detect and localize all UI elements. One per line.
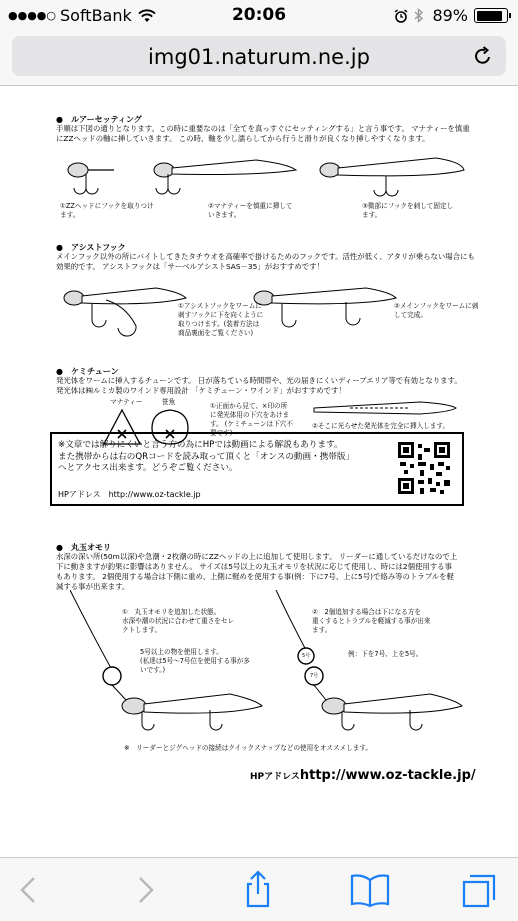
section-title-assist-hook: ● アシストフック [56,243,126,252]
document-page [40,86,480,856]
caption-line: ます。 [60,211,80,219]
caption-line: 5号以上の物を使用します。 [140,648,223,656]
ball-label-lower: 7号 [310,673,319,679]
bookmarks-icon[interactable] [350,870,390,910]
text-line: 発光体は㈱ルミカ製のワインド専用設計 「ケミチューン・ワインド」がおすすめです！ [56,386,346,395]
text-line: 減する事が出来ます。 [56,582,130,591]
browser-toolbar [0,857,518,921]
battery-percent: 89% [432,6,468,25]
status-right [394,6,508,25]
chemi-tune-side-view-illustration [310,396,460,420]
caption-line: ②マナティーを慎重に挿して [208,202,293,210]
caption-step2 [208,202,293,220]
caption-line: ② 2個追加する場合は下になる方を [312,608,422,616]
caption-line: いです。) [140,666,166,674]
caption-line: 刺すフックに下を向くように [178,311,264,319]
section-title-round-sinker: ● 丸玉オモリ [56,543,111,552]
caption-assist2 [394,302,478,320]
caption-line: ①ZZヘッドにフックを取りつけ [60,202,154,210]
label-sasa: 笹魚 [162,398,176,406]
caption-line: ① 丸玉オモリを追加した状態。 [122,608,221,616]
section-text-assist-hook [56,252,475,272]
caption-line: 商品裏面をご覧ください) [178,329,254,337]
tabs-icon[interactable] [458,870,498,910]
section-title-chemi-tune: ● ケミチューン [56,367,119,376]
text-line: メインフック以外の所にバイトしてきたタチウオを高確率で掛けるためのフックです。活性が低く、アタリが乗らない場合にも [56,252,475,261]
caption-example: 例：下を7号、上を5号。 [348,650,423,658]
battery-level [477,11,503,21]
carrier-name: SoftBank [60,6,132,25]
notice-line: へとアクセス出来ます。どうぞご覧ください。 [58,463,238,473]
caption-line: クトします。 [122,626,162,634]
status-bar [0,0,518,30]
caption-line: ②メインフックをワームに刺 [394,302,479,310]
battery-icon [474,8,508,23]
caption-line: 取りつけます。(装着方法は [178,320,260,328]
caption-line: す。 (ケミチューンは下穴不 [210,420,293,428]
address-bar[interactable] [12,36,506,76]
caption-line: いきます。 [208,211,241,219]
caption-sinker1 [122,608,234,635]
section-text-lure-setting [56,124,470,144]
text-line: 手順は下図の通りとなります。この時に重要なのは「全てを真っすぐにセッティングする」と言う事です。 マナティーを慎重 [56,124,470,133]
footer-hp-address [250,768,476,783]
caption-line: して完成。 [394,311,427,319]
text-line: にZZヘッドの軸に挿していきます。 この時、軸を少し濡らしてから行うと滑りが良くなり挿しやすくなります。 [56,134,430,143]
caption-line: ます。 [362,211,382,219]
caption-step3 [362,202,453,220]
lure-setting-illustration [56,148,466,204]
caption-line: 重くするとトラブルを軽減する事が出来 [312,617,431,625]
text-line: 発光体をワームに挿入するチューンです。 日が落ちている時間帯や、光の届きにくいディープエリア等で有効となります。 [56,376,462,385]
caption-line: ③微部にフックを刺して固定し [362,202,454,210]
back-icon[interactable] [10,870,50,910]
caption-line: ①正面から見て、×印の所 [210,402,288,410]
ball-label-upper: 5号 [302,653,311,659]
alarm-icon [394,9,408,23]
notice-hp-address: HPアドレス http://www.oz-tackle.jp [58,490,201,499]
qr-code-icon [396,440,452,496]
section-text-chemi-tune [56,376,462,396]
notice-box [50,432,464,506]
section-text-round-sinker [56,552,457,592]
clock: 20:06 [231,5,287,25]
caption-step1 [60,202,154,220]
caption-line: ます。 [312,626,332,634]
caption-chemi2: ②そこに光らせた発光体を完全に挿入します。 [312,422,450,430]
text-line: もあります。 2個使用する場合は下側に重め、上側に軽めを使用する事(例：下に7号、上に5号)で絡み等のトラブルを軽 [56,572,454,581]
footer-url: http://www.oz-tackle.jp/ [299,768,476,783]
bluetooth-icon [414,8,424,23]
text-line: 水深の深い所(50m以深)や急潮・2枚潮の時にZZヘッドの上に追加して使用します。 リーダーに通しているだけなので上 [56,552,458,561]
reload-icon[interactable] [472,45,494,67]
caption-line: (私達は5号〜7号位を使用する事が多 [140,657,250,665]
caption-line: に発光体用の下穴をあけま [210,411,290,419]
caption-line: 要です) [210,429,233,437]
caption-line: ①アシストフックをワームに [178,302,262,310]
caption-sinker2 [312,608,430,635]
footer-label: HPアドレス [250,772,300,782]
signal-strength-icon: ●●●●○ [8,9,56,22]
caption-assist1 [178,302,263,338]
text-line: 効果的です。 アシストフックは「サーベルアシストSAS－35」がおすすめです！ [56,262,324,271]
section-title-lure-setting: ● ルアーセッティング [56,115,142,124]
url-text[interactable]: img01.naturum.ne.jp [148,45,370,69]
share-icon[interactable] [238,870,278,910]
caption-line: 水深や潮の状況に合わせて重さをセレ [122,617,235,625]
label-manatee: マナティー [110,398,143,406]
notice-line: また携帯からは右のQRコードを読み取って頂くと「オンスの動画・携帯版」 [58,451,355,462]
text-line: 下に動きますが釣果に影響はありません。 サイズは5号以上の丸玉オモリを状況に応じて使用し、時には2個使用する事 [56,562,452,571]
notice-line: ※文章では解りにくいと言う方の為にHPでは動画による解説もあります。 [58,440,343,450]
caption-sinker-note: ※ リーダーとジグヘッドの接続はクイックスナップなどの使用をオススメします。 [124,744,372,752]
notice-text [58,440,354,475]
forward-icon[interactable] [124,870,164,910]
browser-header [0,30,518,86]
caption-sinker1b [140,648,250,675]
